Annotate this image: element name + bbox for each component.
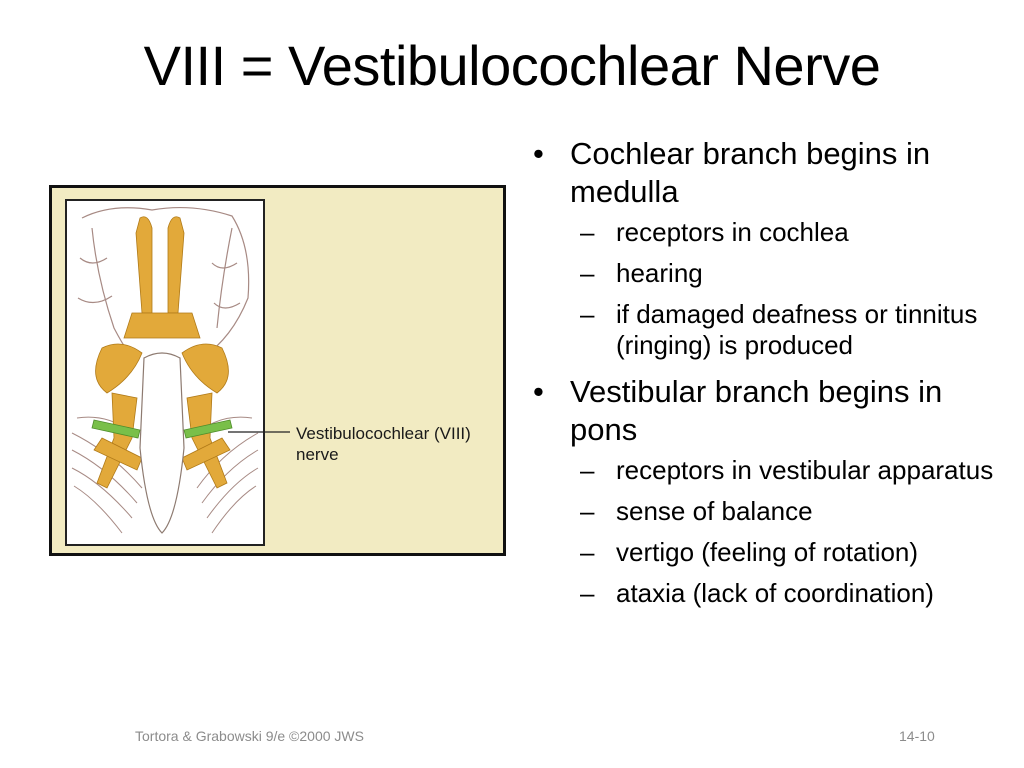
sub-bullet-text: ataxia (lack of coordination) [616, 578, 934, 608]
figure-label [296, 423, 471, 465]
dash-icon: – [580, 537, 595, 567]
sub-bullet-list [570, 455, 1018, 609]
dash-icon: – [580, 299, 595, 329]
slide-title: VIII = Vestibulocochlear Nerve [143, 34, 881, 97]
bullet-cochlear [533, 135, 1018, 361]
sub-bullet [570, 537, 1018, 568]
dash-icon: – [580, 217, 595, 247]
sub-bullet [570, 455, 1018, 486]
dash-icon: – [580, 258, 595, 288]
dash-icon: – [580, 455, 595, 485]
footer-citation: Tortora & Grabowski 9/e ©2000 JWS [135, 728, 364, 744]
bullet-dot-icon: • [533, 374, 544, 409]
sub-bullet [570, 299, 1018, 361]
sub-bullet-text: receptors in vestibular apparatus [616, 455, 994, 485]
bullet-text: Cochlear branch begins in medulla [570, 136, 931, 209]
sub-bullet [570, 258, 1018, 289]
slide-number: 14-10 [899, 728, 935, 744]
bullet-list [533, 135, 1018, 621]
brainstem-nerves-drawing [52, 188, 503, 553]
dash-icon: – [580, 496, 595, 526]
sub-bullet [570, 217, 1018, 248]
dash-icon: – [580, 578, 595, 608]
figure-label-line2: nerve [296, 445, 339, 464]
optic-chiasm [124, 313, 200, 338]
sub-bullet-list [570, 217, 1018, 361]
sub-bullet-text: if damaged deafness or tinnitus (ringing) is produced [616, 299, 978, 360]
bullet-text: Vestibular branch begins in pons [570, 374, 943, 447]
bullet-dot-icon: • [533, 136, 544, 171]
sub-bullet [570, 578, 1018, 609]
figure-label-line1: Vestibulocochlear (VIII) [296, 424, 471, 443]
sub-bullet-text: receptors in cochlea [616, 217, 849, 247]
sub-bullet [570, 496, 1018, 527]
bullet-vestibular [533, 373, 1018, 609]
sub-bullet-text: sense of balance [616, 496, 813, 526]
sub-bullet-text: hearing [616, 258, 703, 288]
brain-illustration [49, 185, 506, 556]
sub-bullet-text: vertigo (feeling of rotation) [616, 537, 919, 567]
